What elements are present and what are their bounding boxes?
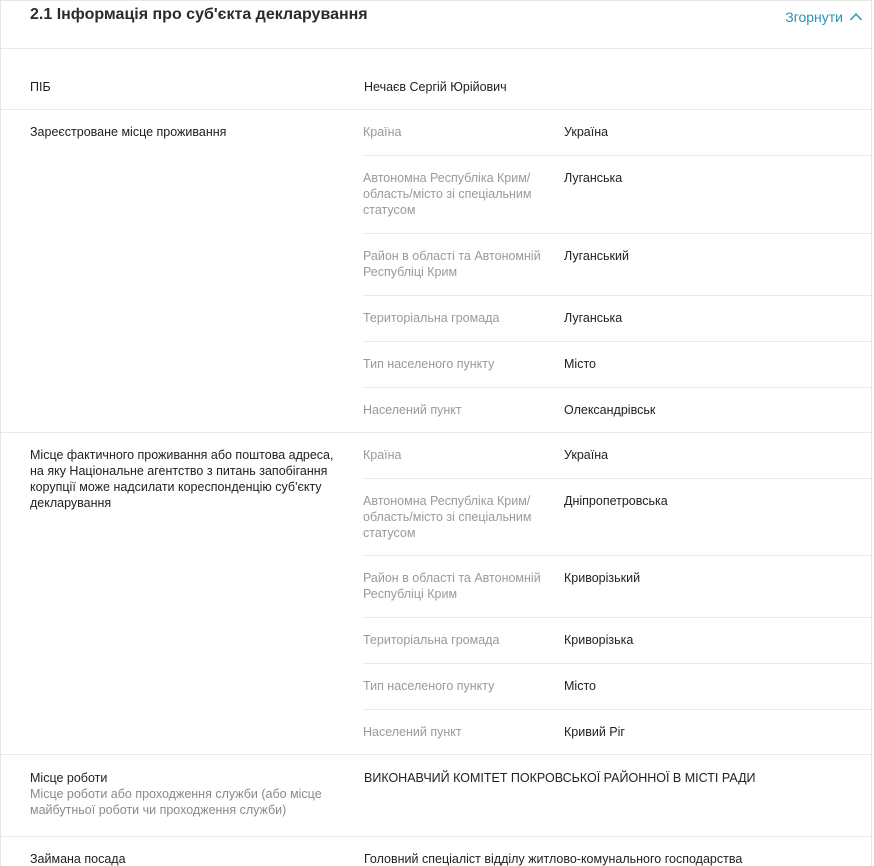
field-label: Територіальна громада bbox=[363, 311, 500, 325]
subrow-settlement-type bbox=[363, 664, 871, 710]
chevron-up-icon bbox=[849, 10, 863, 24]
pib-label: ПІБ bbox=[30, 80, 51, 94]
field-value: Місто bbox=[564, 679, 596, 693]
subrow-settlement bbox=[363, 710, 871, 755]
position-label: Займана посада bbox=[30, 852, 126, 866]
section-content bbox=[1, 49, 871, 866]
field-value: Луганська bbox=[564, 171, 623, 185]
field-label: Район в області та Автономній Республіці Крим bbox=[363, 249, 541, 279]
field-label: Країна bbox=[363, 448, 402, 462]
subrow-region bbox=[363, 156, 871, 234]
subrow-community bbox=[363, 296, 871, 342]
position-value: Головний спеціаліст відділу житлово-комунального господарства bbox=[364, 852, 743, 866]
subrow-settlement bbox=[363, 388, 871, 433]
row-workplace bbox=[1, 755, 871, 837]
field-label: Тип населеного пункту bbox=[363, 679, 495, 693]
field-value: Кривий Ріг bbox=[564, 725, 625, 739]
row-actual-address bbox=[1, 433, 871, 755]
field-label: Тип населеного пункту bbox=[363, 357, 495, 371]
field-value: Україна bbox=[564, 448, 609, 462]
actual-address-fields bbox=[1, 433, 871, 755]
field-label: Населений пункт bbox=[363, 725, 462, 739]
subrow-district bbox=[363, 234, 871, 296]
workplace-value: ВИКОНАВЧИЙ КОМІТЕТ ПОКРОВСЬКОЇ РАЙОННОЇ В МІСТІ РАДИ bbox=[364, 771, 756, 785]
subrow-region bbox=[363, 479, 871, 556]
subrow-country bbox=[363, 110, 871, 156]
field-label: Населений пункт bbox=[363, 403, 462, 417]
subrow-settlement-type bbox=[363, 342, 871, 388]
collapse-button[interactable] bbox=[785, 9, 863, 25]
section-header bbox=[1, 1, 871, 49]
workplace-label: Місце роботи bbox=[30, 771, 108, 785]
field-value: Луганський bbox=[564, 249, 629, 263]
field-value: Олександрівськ bbox=[564, 403, 656, 417]
subrow-district bbox=[363, 556, 871, 618]
section-title: 2.1 Інформація про суб'єкта декларування bbox=[30, 6, 368, 23]
field-value: Україна bbox=[564, 125, 609, 139]
field-label: Район в області та Автономній Республіці Крим bbox=[363, 571, 541, 601]
subrow-country bbox=[363, 433, 871, 479]
field-value: Місто bbox=[564, 357, 596, 371]
field-value: Луганська bbox=[564, 311, 623, 325]
subrow-community bbox=[363, 618, 871, 664]
actual-address-label: Місце фактичного проживання або поштова адреса, на яку Національне агентство з питань запобігання корупції може надсилати кореспонденцію суб'єкту декларування bbox=[30, 448, 334, 510]
field-value: Криворізька bbox=[564, 633, 634, 647]
field-label: Територіальна громада bbox=[363, 633, 500, 647]
row-registered-address bbox=[1, 110, 871, 433]
field-value: Криворізький bbox=[564, 571, 641, 585]
registered-address-label: Зареєстроване місце проживання bbox=[30, 125, 227, 139]
collapse-label: Згорнути bbox=[785, 9, 843, 25]
field-value: Дніпропетровська bbox=[564, 494, 668, 508]
pib-value: Нечаєв Сергій Юрійович bbox=[364, 80, 507, 94]
field-label: Автономна Республіка Крим/ область/місто зі спеціальним статусом bbox=[363, 171, 532, 217]
field-label: Країна bbox=[363, 125, 402, 139]
field-label: Автономна Республіка Крим/ область/місто зі спеціальним статусом bbox=[363, 494, 532, 540]
workplace-label-group bbox=[30, 770, 335, 818]
row-position bbox=[1, 837, 871, 866]
row-pib bbox=[1, 49, 871, 110]
registered-address-fields bbox=[1, 110, 871, 433]
workplace-sublabel: Місце роботи або проходження служби (або місце майбутньої роботи чи проходження служби) bbox=[30, 787, 322, 817]
